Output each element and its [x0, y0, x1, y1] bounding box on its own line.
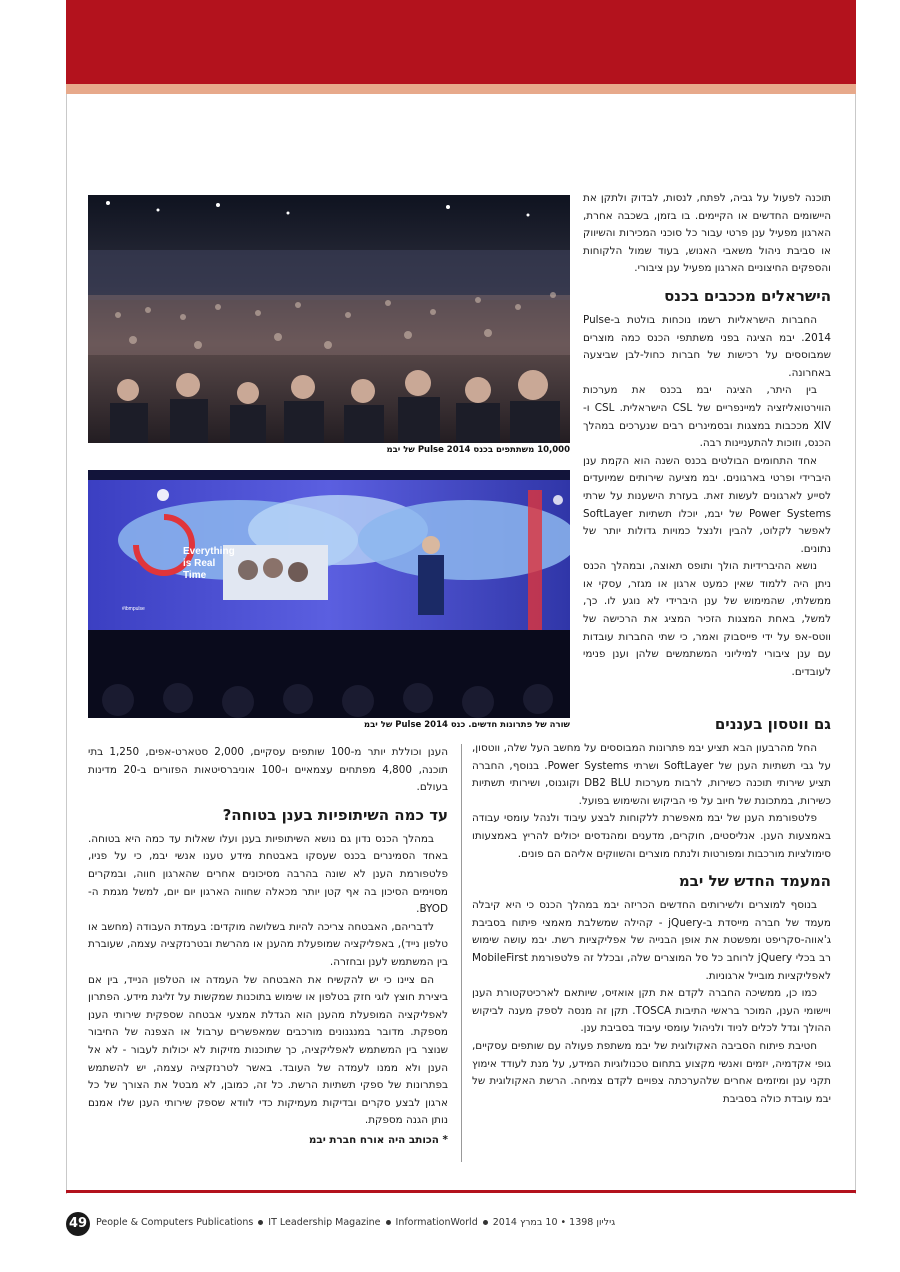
- paragraph: לדבריהם, האבטחה צריכה להיות בשלושה מוקדים: בעמדת העבודה (מחשב או טלפון נייד), באפליקציה שמופעלת מהענן או מהרשת ובטרנזקציה עצמה, שעוברת בין המשתמש לענן ובחזרה.: [88, 920, 448, 968]
- photo-caption: שורה של פתרונות חדשים. כנס Pulse 2014 של יבמ: [363, 720, 570, 730]
- footer-credits: [96, 1217, 615, 1228]
- stage-photo: [88, 470, 570, 718]
- paragraph: נושא ההיברידיות הולך ותופס תאוצה, ובמהלך הכנס ניתן היה ללמוד שאין כמעט ארגון או מגזר, עסקי או ממשלתי, שהמימוש של ענן היברידי לא נוגע לו. כך, למשל, באחת המצגות הזכיר המציג את הרכישה של ווטס-אפ על ידי פייסבוק ואמר, כי שתי החברות עובדות עם ענן ציבורי למיליוני המשתמשים שלהן וענן פנימי לעובדים.: [583, 560, 831, 678]
- section-heading: גם ווטסון בעננים: [714, 715, 831, 733]
- paragraph: החל מהרבעון הבא תציע יבמ פתרונות המבוססים על מחשב העל שלה, ווטסון, על גבי תשתיות הענן של SoftLayer ושרתי Power Systems. בנוסף, החברה תציע שירותי תוכנה כשירות, לרבות מערכות DB2 BLU וקוגנוס, ושירותי תשתיות כשירות, במתכונת של חיוב על פי הביקוש והשימוש בפועל.: [472, 742, 831, 807]
- top-accent-stripe: [66, 84, 856, 94]
- paragraph: בין היתר, הציגה יבמ בכנס את מערכות הווירטואליזציה למיינפריים של CSL הישראלית. CSL ו-XIV מככבות במצגות ובסמינרים רבים שנערכים במהלך הכנס, וזוכות להתעניינות רבה.: [583, 384, 831, 450]
- page-number: 49: [66, 1212, 90, 1236]
- slogan-line-1: Everything: [183, 546, 235, 557]
- paragraph: במהלך הכנס נדון גם נושא השיתופיות בענן ועלו שאלות עד כמה היא בטוחה. באחד הסמינרים בכנס שעסקו באבטחת מידע טענו אנשי יבמ, כי על פניו, פלטפורמת הענן לא שונה בהרבה מסיכונים אחרים שהארגון חווה, ובמקרים מסוימים הסיכון בה אף קטן יותר מכאלה שחווה הארגון יום יום, למשל מגמת ה-BYOD.: [88, 832, 448, 916]
- section-heading: המעמד החדש של יבמ: [678, 872, 831, 891]
- footer-magazine: IT Leadership Magazine: [268, 1217, 381, 1228]
- footer-issue: גיליון 1398 • 10 במרץ 2014: [492, 1217, 616, 1228]
- bullet-icon: [386, 1220, 391, 1225]
- paragraph: הם ציינו כי יש להקשיח את האבטחה של העמדה או הטלפון הנייד, בין אם ביצירת חוצץ לוגי חזק בטלפון או שימוש בתוכנות שמקשות על זליגת מידע. הפתרון לאפליקציה המופעלת מהענן הוא הגדלת אמצעי אבטחה שספקית שירותי הענן מספקת. מדובר במנגנונים מורכבים שמאפשרים ערבול או הצפנה של החיבור שנוצר בין המשתמש לאפליקציה, כך שתוכנות מזיקות לא יכולות לעבור - לא אל הענן ולא ממנו לעמדה של העובד. באשר לטרנזקציה עצמה, יש להשתמש בפתרונות של ספקי תשתיות הרשת. כל זה, כמובן, לא מבטל את הצורך של כל ארגון לבצע סקרים ובדיקות מעמיקות כדי לוודא שספק שירותי הענן שלו אמנם נותן הגנה מספקת.: [88, 973, 448, 1127]
- paragraph: הענן וכוללת יותר מ-100 שותפים עסקיים, 2,000 סטארט-אפים, 1,250 בתי תוכנה, 4,800 מפתחים עצמאיים ו-100 אוניברסיטאות הפזורים ב-20 מדינות בעולם.: [88, 746, 448, 794]
- author-note: * הכותב היה אורח חברת יבמ: [308, 1133, 448, 1146]
- screen-brand-tag: #ibmpulse: [122, 606, 145, 612]
- photo-caption: 10,000 משתתפים בכנס Pulse 2014 של יבמ: [386, 445, 570, 455]
- screen-slogan: [183, 546, 235, 582]
- slogan-line-2: is Real: [183, 558, 216, 569]
- bottom-rule: [66, 1190, 856, 1193]
- page-frame-right: [855, 94, 856, 1194]
- bullet-icon: [258, 1220, 263, 1225]
- top-banner: [66, 0, 856, 84]
- paragraph: תוכנה לפעול על גביה, לפתח, לנסות, לבדוק ולתקן את היישומים החדשים או הקיימים. בו בזמן, בשכבה אחרת, הארגון מפעיל ענן פרטי עבור כל סוכני המכירות והשיווק או סביבת ניהול משאבי האנוש, בעוד שמול הלקוחות והספקים החיצוניים הארגון מפעיל ענן ציבורי.: [583, 192, 831, 275]
- paragraph: החברות הישראליות רשמו נוכחות בולטת ב-Pulse 2014. יבמ הציגה בפני משתתפי הכנס כמה מוצרים שמבוססים על רכישות של חברות כחול-לבן שביצעה באחרונה.: [583, 313, 831, 379]
- column-divider: [461, 744, 462, 1162]
- slogan-line-3: Time: [183, 570, 207, 581]
- article-column-right-top: [583, 190, 831, 681]
- paragraph: אחד התחומים הבולטים בכנס השנה הוא הקמת ענן היברידי ופרטי בארגונים. יבמ מציעה שירותים שמיועדים לסייע לארגונים לעשות זאת. בעזרת הישענות על שרתי Power Systems של יבמ, יוכלו תשתיות SoftLayer לאפשר לקלוט, להבין ולנצל כמויות גדולות יותר של נתונים.: [583, 454, 831, 555]
- paragraph: כמו כן, ממשיכה החברה לקדם את תקן אואזיס, שיותאם לארכיטקטורת הענן ויישומי הענן, המוכר בראשי התיבות TOSCA. תקן זה מנסה לספק מענה לביקוש ההולך וגדל לכלים לניוד ולניהול עומסי עיבוד בסביבת ענן.: [472, 987, 831, 1035]
- paragraph: פלטפורמת הענן של יבמ מאפשרת ללקוחות לבצע עיבוד ולנהל עומסי עבודה באמצעות הענן. אנליסטים, חוקרים, מדענים ומהנדסים יכולים להריץ באמצעותו סימולציות מורכבות ומפורטות ולנתח מוצרים והשווקים אליהם הם פונים.: [472, 812, 831, 860]
- page-frame-left: [66, 94, 67, 1194]
- section-heading: עד כמה השיתופיות בענן בטוחה?: [222, 805, 448, 824]
- paragraph: בנוסף למוצרים ולשירותים החדשים הכריזה יבמ במהלך הכנס כי היא קיבלה מעמד של חברה מייסדת ב-jQuery - קהילה שמשלבת מאמצי פיתוח בסביבת ג'אווה-סקריפט ומפשטת את אופן הבנייה של אפליקציות רשת. יבמ עושה שימוש רב בכלי jQuery לרוחב כל סל המוצרים שלה, ובכלל זה פלטפורמת MobileFirst לאפליקציות מובייל ארגוניות.: [472, 899, 831, 982]
- footer-publisher: People & Computers Publications: [96, 1217, 254, 1228]
- bullet-icon: [483, 1220, 488, 1225]
- article-column-left-bottom: [88, 744, 448, 1149]
- section-heading: הישראלים מככבים בכנס: [664, 286, 831, 305]
- page-footer: [66, 1212, 856, 1236]
- paragraph: חטיבת פיתוח הסביבה האקולוגית של יבמ משתפת פעולה עם שותפים עסקיים, גופי אקדמיה, יזמים ואנשי מקצוע בתחום טכנולוגיות המידע, על מנת לעודד אימוץ תקני ענן ומיזמים אחרים שלהערכתה צפויים לקדם צמיחה. הרשת האקולוגית של יבמ עובדת כולה בסביבת: [472, 1039, 831, 1105]
- footer-world: InformationWorld: [395, 1217, 478, 1228]
- audience-photo: [88, 195, 570, 443]
- article-column-right-bottom: [472, 706, 831, 1108]
